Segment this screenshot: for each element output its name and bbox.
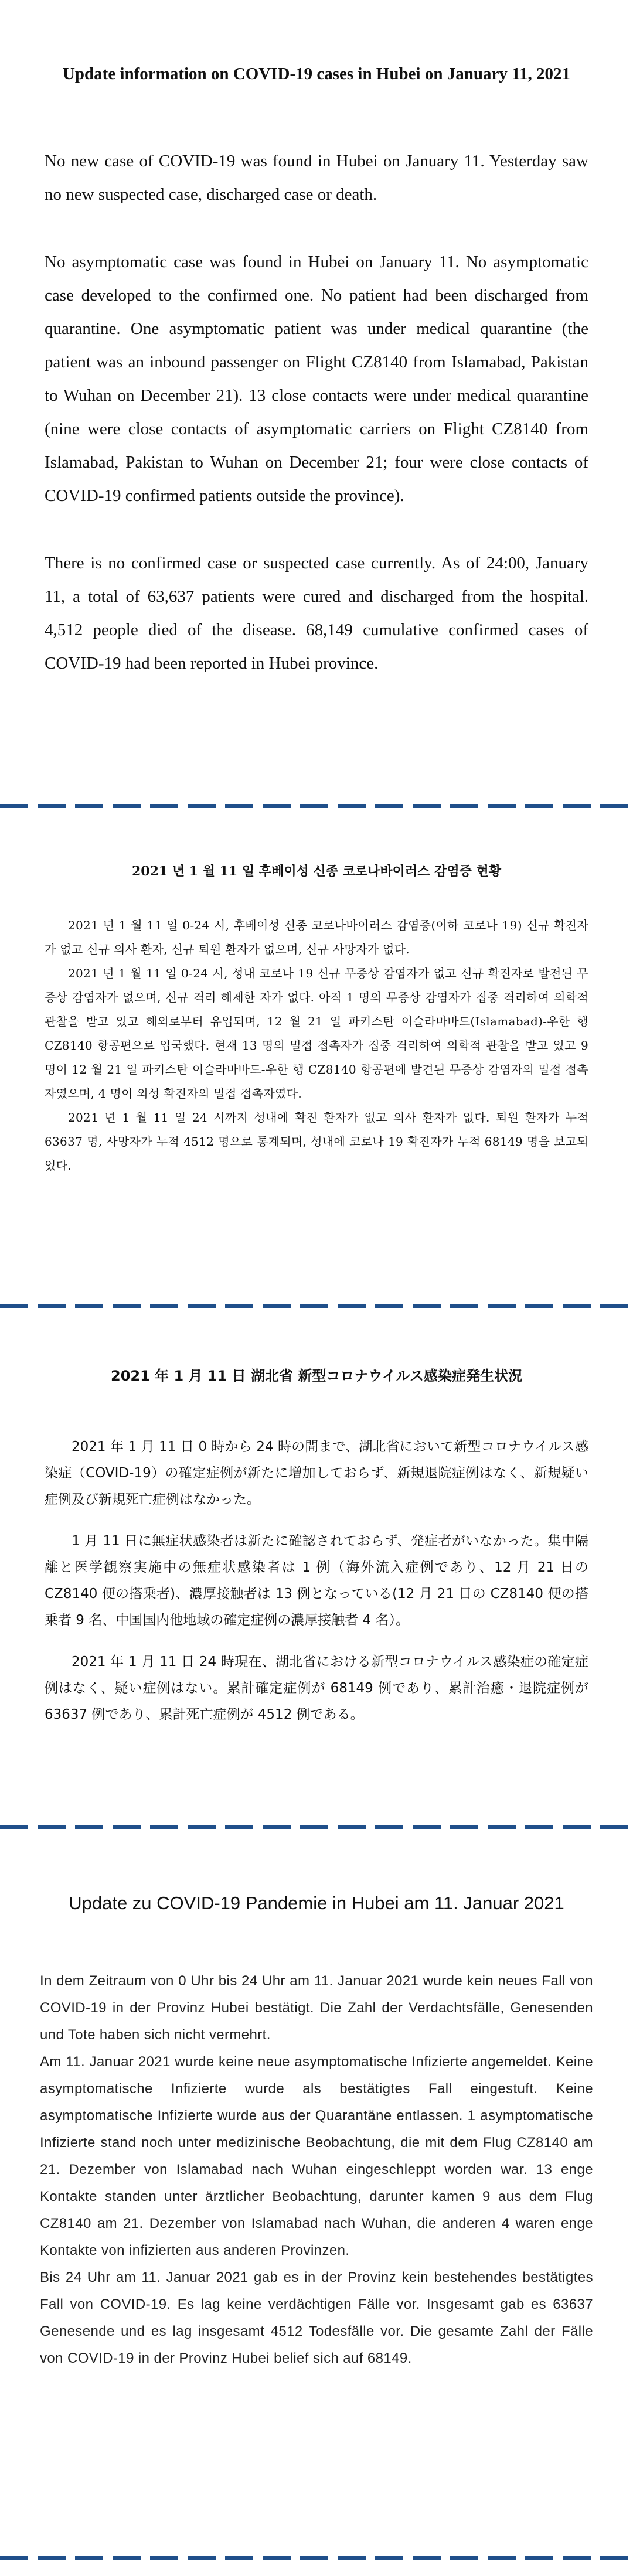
korean-section xyxy=(0,832,633,1178)
japanese-paragraph-2: 1 月 11 日に無症状感染者は新たに確認されておらず、発症者がいなかった。集中隔離と医学観察実施中の無症状感染者は 1 例（海外流入症例であり、12 月 21 日の CZ8140 便の搭乗者)、濃厚接触者は 13 例となっている(12 月 21 日の CZ8140 便の搭乗者 9 名、中国国内他地域の確定症例の濃厚接触者 4 名）。 xyxy=(45,1534,588,1628)
section-divider xyxy=(0,2556,633,2560)
section-divider xyxy=(0,804,633,808)
german-paragraph-2: Am 11. Januar 2021 wurde keine neue asymptomatische Infizierte angemeldet. Keine asymptomatische Infizierte wurde als bestätigtes Fall eingestuft. Keine asymptomatische Infizierte wurde aus der Quarantäne entlassen. 1 asymptomatische Infizierte stand noch unter medizinische Beobachtung, die mit dem Flug CZ8140 am 21. Dezember von Islamabad nach Wuhan eingeschleppt worden war. 13 enge Kontakte standen unter ärztlicher Beobachtung, darunter kamen 9 aus dem Flug CZ8140 am 21. Dezember von Islamabad nach Wuhan, die anderen 4 waren enge Kontakte von infizierten aus anderen Provinzen. xyxy=(40,2054,593,2258)
japanese-section xyxy=(0,1330,633,1743)
german-paragraph-3: Bis 24 Uhr am 11. Januar 2021 gab es in der Provinz kein bestehendes bestätigtes Fall von COVID-19. Es lag keine verdächtigen Fälle vor. Insgesamt gab es 63637 Genesende und es lag insgesamt 4512 Todesfälle vor. Die gesamte Zahl der Fälle von COVID-19 in der Provinz Hubei belief sich auf 68149. xyxy=(40,2270,593,2366)
section-divider xyxy=(0,1825,633,1829)
japanese-paragraph-1: 2021 年 1 月 11 日 0 時から 24 時の間まで、湖北省において新型コロナウイルス感染症（COVID-19）の確定症例が新たに増加しておらず、新規退院症例はなく、新規疑い症例及び新規死亡症例はなかった。 xyxy=(45,1439,588,1507)
korean-paragraph-1: 2021 년 1 월 11 일 0-24 시, 후베이성 신종 코로나바이러스 감염증(이하 코로나 19) 신규 확진자가 없고 신규 의사 환자, 신규 퇴원 환자가 없으며, 신규 사망자가 없다. xyxy=(45,918,588,956)
korean-paragraph-2: 2021 년 1 월 11 일 0-24 시, 성내 코로나 19 신규 무증상 감염자가 없고 신규 확진자로 발전된 무증상 감염자가 없으며, 신규 격리 해제한 자가 없다. 아직 1 명의 무증상 감염자가 집중 격리하여 의학적 관찰을 받고 있고 해외로부터 유입되며, 12 월 21 일 파키스탄 이슬라마바드(Islamabad)-우한 행 CZ8140 항공편으로 입국했다. 현재 13 명의 밀접 접촉자가 집중 격리하여 의학적 관찰을 받고 있고 9 명이 12 월 21 일 파키스탄 이슬라마바드-우한 행 CZ8140 항공편에 발견된 무증상 감염자의 밀접 접촉자였으며, 4 명이 외성 확진자의 밀접 접촉자였다. xyxy=(45,966,588,1100)
english-title: Update information on COVID-19 cases in Hubei on January 11, 2021 xyxy=(62,64,571,83)
english-section xyxy=(0,0,633,714)
german-section xyxy=(0,1852,633,2372)
korean-title: 2021 년 1 월 11 일 후베이성 신종 코로나바이러스 감염증 현황 xyxy=(131,864,502,879)
korean-paragraph-3: 2021 년 1 월 11 일 24 시까지 성내에 확진 환자가 없고 의사 환자가 없다. 퇴원 환자가 누적 63637 명, 사망자가 누적 4512 명으로 통계되며, 성내에 코로나 19 확진자가 누적 68149 명을 보고되었다. xyxy=(45,1110,588,1173)
german-paragraph-1: In dem Zeitraum von 0 Uhr bis 24 Uhr am 11. Januar 2021 wurde kein neues Fall von COVID-19 in der Provinz Hubei bestätigt. Die Zahl der Verdachtsfälle, Genesenden und Tote haben sich nicht vermehrt. xyxy=(40,1973,593,2043)
japanese-title: 2021 年 1 月 11 日 湖北省 新型コロナウイルス感染症発生状況 xyxy=(111,1368,522,1384)
english-paragraph-3: There is no confirmed case or suspected case currently. As of 24:00, January 11, a total of 63,637 patients were cured and discharged from the hospital. 4,512 people died of the disease. 68,149 cumulative confirmed cases of COVID-19 had been reported in Hubei province. xyxy=(45,554,588,673)
japanese-paragraph-3: 2021 年 1 月 11 日 24 時現在、湖北省における新型コロナウイルス感染症の確定症例はなく、疑い症例はない。累計確定症例が 68149 例であり、累計治癒・退院症例が 63637 例であり、累計死亡症例が 4512 例である。 xyxy=(45,1654,588,1722)
english-paragraph-2: No asymptomatic case was found in Hubei on January 11. No asymptomatic case developed to the confirmed one. No patient had been discharged from quarantine. One asymptomatic patient was under medical quarantine (the patient was an inbound passenger on Flight CZ8140 from Islamabad, Pakistan to Wuhan on December 21). 13 close contacts were under medical quarantine (nine were close contacts of asymptomatic carriers on Flight CZ8140 from Islamabad, Pakistan to Wuhan on December 21; four were close contacts of COVID-19 confirmed patients outside the province). xyxy=(45,253,588,505)
german-title: Update zu COVID-19 Pandemie in Hubei am 11. Januar 2021 xyxy=(69,1893,564,1913)
section-divider xyxy=(0,1304,633,1308)
english-paragraph-1: No new case of COVID-19 was found in Hubei on January 11. Yesterday saw no new suspected case, discharged case or death. xyxy=(45,152,588,204)
